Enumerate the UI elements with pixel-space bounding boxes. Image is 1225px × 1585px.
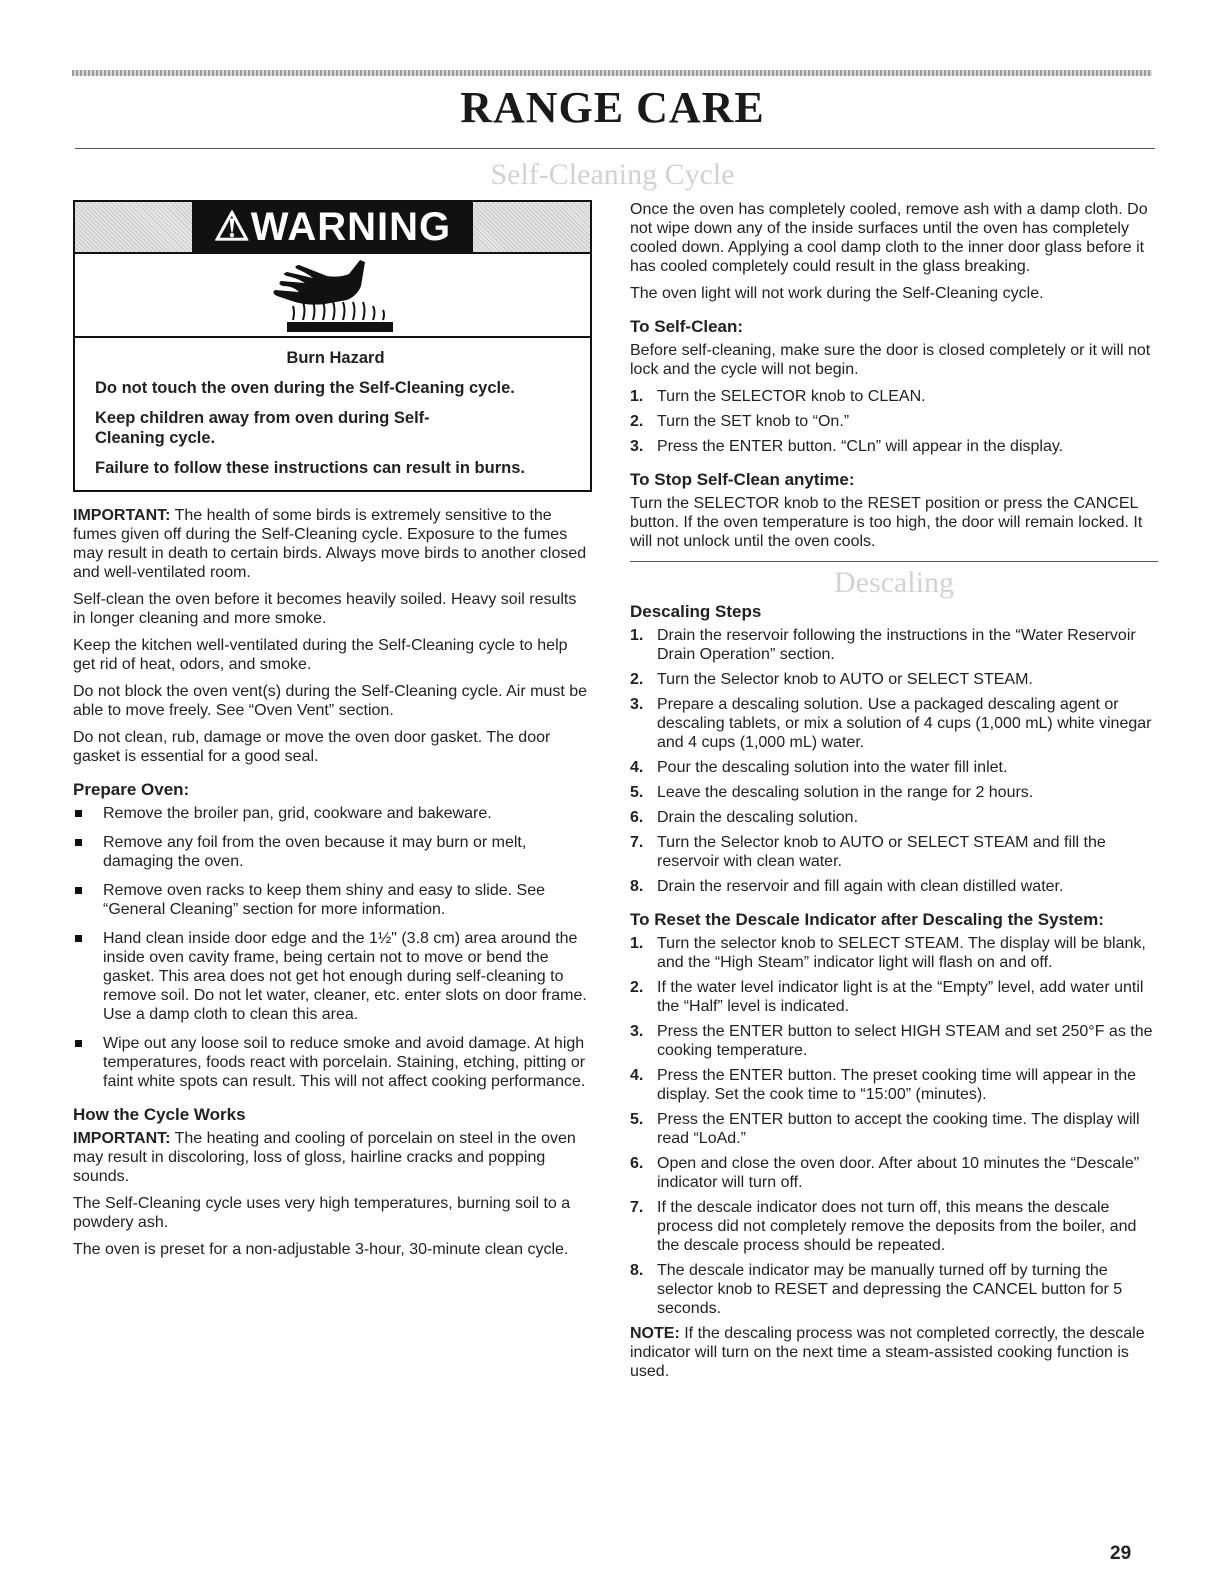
hot-surface-hand-icon (265, 256, 395, 336)
list-item: 3. Press the ENTER button to select HIGH STEAM and set 250°F as the cooking temperature. (630, 1023, 1153, 1059)
list-item: 7. Turn the Selector knob to AUTO or SELECT STEAM and fill the reservoir with clean water. (630, 834, 1106, 870)
self-clean-steps (630, 387, 1158, 456)
important-porcelain (73, 1129, 593, 1186)
note-label: NOTE: (630, 1325, 680, 1342)
list-item: 2. If the water level indicator light is at the “Empty” level, add water until the “Half” level is indicated. (630, 979, 1144, 1015)
reset-descale-heading: To Reset the Descale Indicator after Descaling the System: (630, 910, 1104, 929)
reset-descale-steps (630, 934, 1158, 1318)
note (630, 1324, 1158, 1381)
important-label: IMPORTANT: (73, 1130, 171, 1147)
warning-pictogram-area (75, 252, 590, 338)
warning-body (75, 338, 590, 490)
list-item: 1. Turn the SELECTOR knob to CLEAN. (630, 388, 926, 405)
title-divider (75, 148, 1155, 149)
list-item: Remove oven racks to keep them shiny and easy to slide. See “General Cleaning” section for more information. (73, 881, 593, 919)
list-item: 8. The descale indicator may be manually turned off by turning the selector knob to RESET and depressing the CANCEL button for 5 seconds. (630, 1262, 1123, 1317)
list-item: Remove any foil from the oven because it may burn or melt, damaging the oven. (73, 833, 593, 871)
paragraph: Do not clean, rub, damage or move the oven door gasket. The door gasket is essential for a good seal. (73, 729, 551, 765)
paragraph: Once the oven has completely cooled, remove ash with a damp cloth. Do not wipe down any of the inside surfaces until the oven has completely cooled down. Applying a cool damp cloth to the inner door glass before it has cooled completely could result in the glass breaking. (630, 201, 1148, 275)
important-text: The health of some birds is extremely sensitive to the fumes given off during the Self-Cleaning cycle. Exposure to the fumes may result in death to certain birds. Always move birds to another closed and well-ventilated room. (73, 507, 587, 581)
paragraph: The Self-Cleaning cycle uses very high temperatures, burning soil to a powdery ash. (73, 1195, 571, 1231)
warning-hazard: Burn Hazard (286, 349, 385, 367)
descaling-steps-heading: Descaling Steps (630, 602, 762, 621)
list-item: 8. Drain the reservoir and fill again with clean distilled water. (630, 878, 1064, 895)
warning-line-3: Failure to follow these instructions can result in burns. (95, 459, 525, 477)
warning-line-1: Do not touch the oven during the Self-Cleaning cycle. (95, 379, 515, 397)
important-birds (73, 506, 593, 582)
list-item: 3. Prepare a descaling solution. Use a packaged descaling agent or descaling tablets, or mix a solution of 4 cups (1,000 mL) white vinegar and 4 cups (1,000 mL) water. (630, 696, 1152, 751)
warning-header (75, 202, 590, 252)
important-label: IMPORTANT: (73, 507, 171, 524)
descaling-steps (630, 626, 1158, 896)
how-cycle-works-heading: How the Cycle Works (73, 1105, 246, 1124)
warning-triangle-icon: ⚠ (213, 205, 251, 249)
list-item: 1. Turn the selector knob to SELECT STEAM. The display will be blank, and the “High Steam” indicator light will flash on and off. (630, 935, 1146, 971)
list-item: 4. Press the ENTER button. The preset cooking time will appear in the display. Set the cook time to “15:00” (minutes). (630, 1067, 1137, 1103)
top-decorative-bar (72, 70, 1152, 76)
prepare-oven-list (73, 804, 593, 1091)
warning-line-2: Keep children away from oven during Self-Cleaning cycle. (95, 409, 430, 447)
list-item: Hand clean inside door edge and the 1½" (3.8 cm) area around the inside oven cavity frame, being certain not to move or bend the gasket. This area does not get hot enough during self-cleaning to remove soil. Do not let water, cleaner, etc. enter slots on door frame. Use a damp cloth to clean this area. (73, 929, 593, 1024)
note-text: If the descaling process was not completed correctly, the descale indicator will turn on the next time a steam-assisted cooking function is used. (630, 1325, 1145, 1380)
warning-signal-word (192, 202, 473, 252)
section-divider (630, 561, 1158, 562)
left-column (73, 200, 593, 1267)
paragraph: Do not block the oven vent(s) during the Self-Cleaning cycle. Air must be able to move freely. See “Oven Vent” section. (73, 683, 588, 719)
prepare-oven-heading: Prepare Oven: (73, 780, 190, 799)
list-item: 6. Drain the descaling solution. (630, 809, 859, 826)
right-column (630, 200, 1158, 1389)
list-item: 3. Press the ENTER button. “CLn” will appear in the display. (630, 438, 1064, 455)
warning-label: WARNING (250, 205, 452, 249)
list-item: 5. Press the ENTER button to accept the cooking time. The display will read “LoAd.” (630, 1111, 1140, 1147)
paragraph: Before self-cleaning, make sure the door is closed completely or it will not lock and the cycle will not begin. (630, 342, 1151, 378)
page-number: 29 (1110, 1543, 1132, 1564)
list-item: 2. Turn the SET knob to “On.” (630, 413, 850, 430)
list-item: Wipe out any loose soil to reduce smoke and avoid damage. At high temperatures, foods react with porcelain. Staining, etching, pitting or faint white spots can result. This will not affect cooking performance. (73, 1034, 593, 1091)
warning-box (73, 200, 592, 492)
list-item: 7. If the descale indicator does not turn off, this means the descale process did not completely remove the deposits from the boiler, and the descale process should be repeated. (630, 1199, 1137, 1254)
list-item: 1. Drain the reservoir following the instructions in the “Water Reservoir Drain Operation” section. (630, 627, 1136, 663)
descaling-title: Descaling (834, 566, 954, 599)
section-heading: Self-Cleaning Cycle (490, 158, 735, 191)
self-clean-heading: To Self-Clean: (630, 317, 744, 336)
list-item: Remove the broiler pan, grid, cookware and bakeware. (73, 804, 593, 823)
list-item: 2. Turn the Selector knob to AUTO or SELECT STEAM. (630, 671, 1033, 688)
list-item: 5. Leave the descaling solution in the range for 2 hours. (630, 784, 1034, 801)
paragraph: Turn the SELECTOR knob to the RESET position or press the CANCEL button. If the oven temperature is too high, the door will remain locked. It will not unlock until the oven cools. (630, 495, 1143, 550)
list-item: 4. Pour the descaling solution into the water fill inlet. (630, 759, 1008, 776)
page-title: RANGE CARE (460, 83, 765, 132)
list-item: 6. Open and close the oven door. After about 10 minutes the “Descale” indicator will turn off. (630, 1155, 1140, 1191)
paragraph: The oven is preset for a non-adjustable 3-hour, 30-minute clean cycle. (73, 1241, 569, 1258)
paragraph: The oven light will not work during the Self-Cleaning cycle. (630, 285, 1044, 302)
stop-self-clean-heading: To Stop Self-Clean anytime: (630, 470, 855, 489)
important-text: The heating and cooling of porcelain on steel in the oven may result in discoloring, loss of gloss, hairline cracks and popping sounds. (73, 1130, 576, 1185)
paragraph: Keep the kitchen well-ventilated during the Self-Cleaning cycle to help get rid of heat, odors, and smoke. (73, 637, 568, 673)
paragraph: Self-clean the oven before it becomes heavily soiled. Heavy soil results in longer cleaning and more smoke. (73, 591, 577, 627)
